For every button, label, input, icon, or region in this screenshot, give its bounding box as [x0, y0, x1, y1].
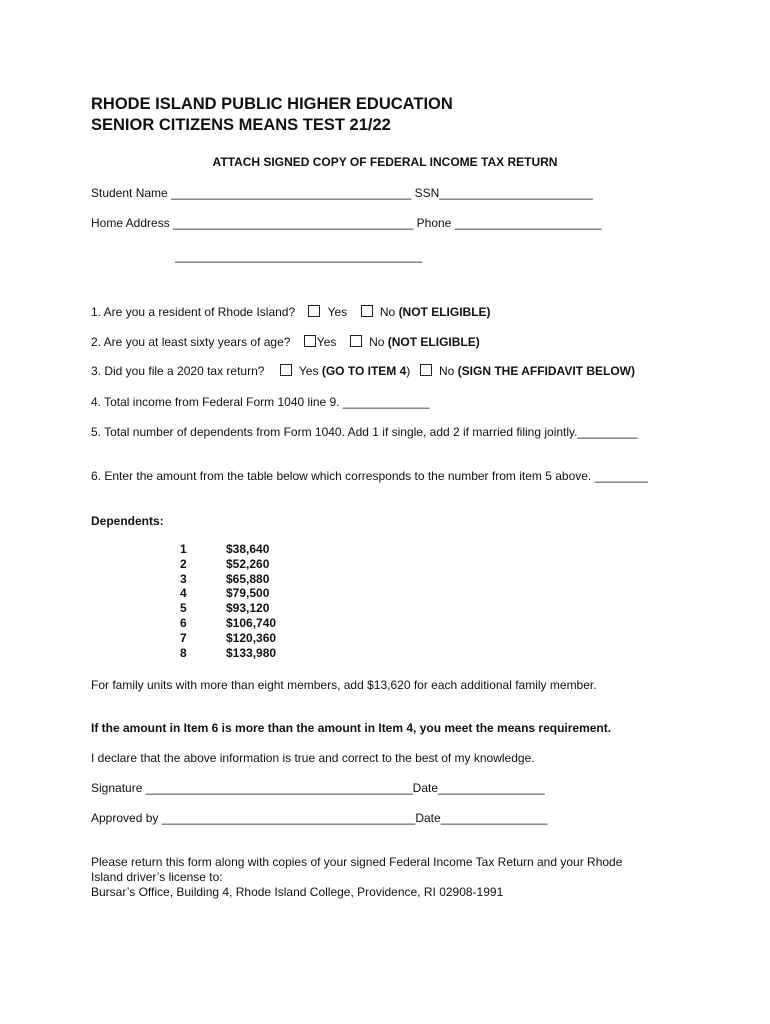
dependents-count: 3: [180, 571, 187, 586]
home-address-field[interactable]: ____________________________________: [173, 216, 414, 230]
return-instructions-line2: Island driver’s license to:: [91, 870, 223, 884]
dependents-heading: Dependents:: [91, 514, 164, 528]
item-2-no-label: No: [369, 335, 385, 349]
dependents-row: [180, 572, 296, 587]
return-instructions: [91, 855, 671, 900]
approved-by-row: [91, 811, 547, 825]
signature-date-label: Date: [412, 781, 439, 795]
dependents-amount: $120,360: [226, 630, 277, 645]
item-2-no-checkbox[interactable]: [350, 335, 362, 347]
phone-label: Phone: [416, 216, 452, 230]
dependents-row: [180, 616, 296, 631]
item-2-yes-checkbox[interactable]: [304, 335, 316, 347]
signature-row: [91, 781, 545, 795]
attach-notice: ATTACH SIGNED COPY OF FEDERAL INCOME TAX RETURN: [212, 155, 558, 169]
declaration-statement: I declare that the above information is true and correct to the best of my knowledge.: [91, 751, 535, 765]
item-3-yes-checkbox[interactable]: [280, 364, 292, 376]
student-name-field[interactable]: ____________________________________: [171, 186, 412, 200]
dependents-row: [180, 542, 296, 557]
ssn-field[interactable]: _______________________: [439, 186, 593, 200]
dependents-row: [180, 557, 296, 572]
form-title-line1: RHODE ISLAND PUBLIC HIGHER EDUCATION: [91, 95, 453, 113]
dependents-row: [180, 586, 296, 601]
dependents-amount: $79,500: [226, 586, 270, 601]
item-3-question: 3. Did you file a 2020 tax return?: [91, 364, 265, 378]
dependents-amount: $93,120: [226, 601, 270, 616]
item-3-no-checkbox[interactable]: [420, 364, 432, 376]
item-1-question: 1. Are you a resident of Rhode Island?: [91, 305, 296, 319]
item-6-table-amount[interactable]: 6. Enter the amount from the table below which corresponds to the number from item 5 above. ________: [91, 469, 648, 483]
bursar-address: Bursar’s Office, Building 4, Rhode Island College, Providence, RI 02908-1991: [91, 885, 504, 899]
approved-date-label: Date: [415, 811, 441, 825]
home-address-row: [91, 216, 602, 230]
ssn-label: SSN: [414, 186, 440, 200]
home-address-line2-field[interactable]: _____________________________________: [175, 249, 422, 263]
phone-field[interactable]: ______________________: [454, 216, 602, 230]
item-5-dependents-count[interactable]: 5. Total number of dependents from Form 1040. Add 1 if single, add 2 if married filing jointly._________: [91, 425, 638, 439]
item-1-no-label: No: [379, 305, 396, 319]
dependents-count: 4: [180, 586, 187, 601]
approved-by-label: Approved by: [91, 811, 159, 825]
return-instructions-line1: Please return this form along with copies of your signed Federal Income Tax Return and your Rhode: [91, 855, 623, 869]
item-2-yes-label: Yes: [316, 335, 337, 349]
item-3-row: [91, 364, 635, 378]
home-address-label: Home Address: [91, 216, 170, 230]
item-2-row: [91, 335, 480, 349]
item-4-total-income[interactable]: 4. Total income from Federal Form 1040 line 9. _____________: [91, 395, 430, 409]
dependents-count: 7: [180, 630, 187, 645]
dependents-amount: $38,640: [226, 542, 270, 556]
form-title-line2: SENIOR CITIZENS MEANS TEST 21/22: [91, 116, 391, 134]
dependents-amount: $106,740: [226, 615, 277, 630]
dependents-count: 5: [180, 601, 187, 616]
item-3-no-label: No: [438, 364, 455, 378]
item-1-row: [91, 305, 491, 319]
item-3-affidavit-note: (SIGN THE AFFIDAVIT BELOW): [457, 364, 635, 378]
item-1-no-checkbox[interactable]: [361, 305, 373, 317]
additional-member-note: For family units with more than eight members, add $13,620 for each additional family member.: [91, 678, 597, 692]
dependents-amount: $65,880: [226, 571, 270, 586]
approved-by-field[interactable]: ______________________________________: [161, 811, 416, 825]
means-requirement-statement: If the amount in Item 6 is more than the amount in Item 4, you meet the means requirement.: [91, 721, 612, 735]
item-1-yes-checkbox[interactable]: [308, 305, 320, 317]
student-name-row: [91, 186, 593, 200]
approved-date-field[interactable]: ________________: [440, 811, 548, 825]
item-3-yes-note-close: ): [406, 364, 411, 378]
signature-field[interactable]: ________________________________________: [145, 781, 413, 795]
item-3-go-to-item-4-note: (GO TO ITEM 4: [321, 364, 407, 378]
student-name-label: Student Name: [91, 186, 168, 200]
dependents-count: 6: [180, 615, 187, 630]
item-2-not-eligible-note: (NOT ELIGIBLE): [387, 335, 480, 349]
dependents-count: 8: [180, 645, 187, 660]
item-3-yes-label: Yes: [298, 364, 319, 378]
signature-date-field[interactable]: ________________: [438, 781, 545, 795]
dependents-row: [180, 631, 296, 646]
item-1-not-eligible-note: (NOT ELIGIBLE): [398, 305, 491, 319]
signature-label: Signature: [91, 781, 143, 795]
item-2-question: 2. Are you at least sixty years of age?: [91, 335, 291, 349]
dependents-amount: $133,980: [226, 645, 277, 660]
item-1-yes-label: Yes: [327, 305, 348, 319]
dependents-amount: $52,260: [226, 556, 270, 571]
dependents-count: 1: [180, 542, 187, 556]
dependents-table: [180, 542, 296, 660]
dependents-row: [180, 601, 296, 616]
dependents-count: 2: [180, 556, 187, 571]
dependents-row: [180, 646, 296, 661]
